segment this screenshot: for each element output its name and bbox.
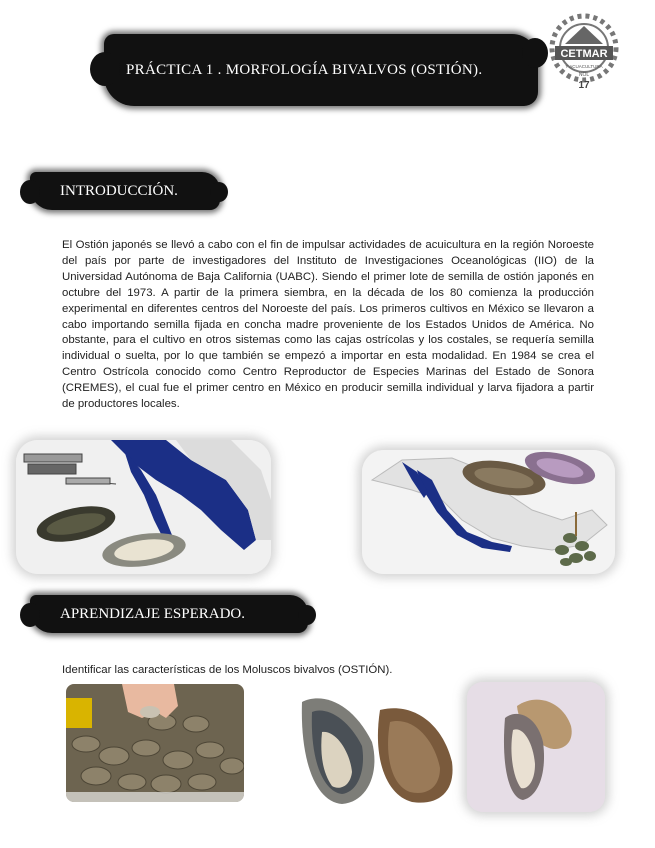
title-banner xyxy=(104,34,538,106)
single-oyster-photo xyxy=(467,682,605,812)
open-oyster-photo xyxy=(292,692,462,810)
logo-number: 17 xyxy=(578,80,590,91)
logo-line1: Y ACUACULTURA xyxy=(565,64,603,69)
map-northwest-image xyxy=(16,440,271,574)
logo-line2: NOL xyxy=(578,72,590,78)
page-title: PRÁCTICA 1 . MORFOLOGÍA BIVALVOS (OSTIÓN). xyxy=(126,62,483,78)
logo-name: CETMAR xyxy=(560,48,608,60)
cetmar-logo xyxy=(543,8,625,104)
intro-heading: INTRODUCCIÓN. xyxy=(60,182,178,199)
map-mexico-image xyxy=(362,450,615,574)
learning-heading: APRENDIZAJE ESPERADO. xyxy=(60,605,246,622)
intro-heading-banner xyxy=(30,172,220,210)
learning-heading-banner xyxy=(30,595,308,633)
intro-paragraph: El Ostión japonés se llevó a cabo con el fin de impulsar actividades de acuicultura en la región Noroeste del país por parte de investigadores del Instituto de Investigaciones Oceanológicas (IIO) de la Universidad Autónoma de Baja California (UABC). Siendo el primer lote de semilla de ostión japonés en octubre del 1973. A partir de la primera siembra, en la década de los 80 comienza la producción experimental en diferentes centros del Noroeste del país. Los primeros cultivos en México se llevaron a cabo importando semilla fijada en concha madre proveniente de los Estados Unidos de América. No obstante, para el cultivo en otros sistemas como las cajas ostrícolas y los costales, se requería semilla individual o suelta, por lo que también se empezó a importar en esta modalidad. En 1984 se crea el Centro Ostrícola conocido como Centro Reproductor de Especies Marinas del Estado de Sonora (CREMES), el cual fue el primer centro en México en producir semilla individual y larva fijadora a partir de productores locales. xyxy=(62,239,594,411)
learning-goal: Identificar las características de los Moluscos bivalvos (OSTIÓN). xyxy=(62,664,393,676)
oyster-pile-photo xyxy=(66,684,244,802)
